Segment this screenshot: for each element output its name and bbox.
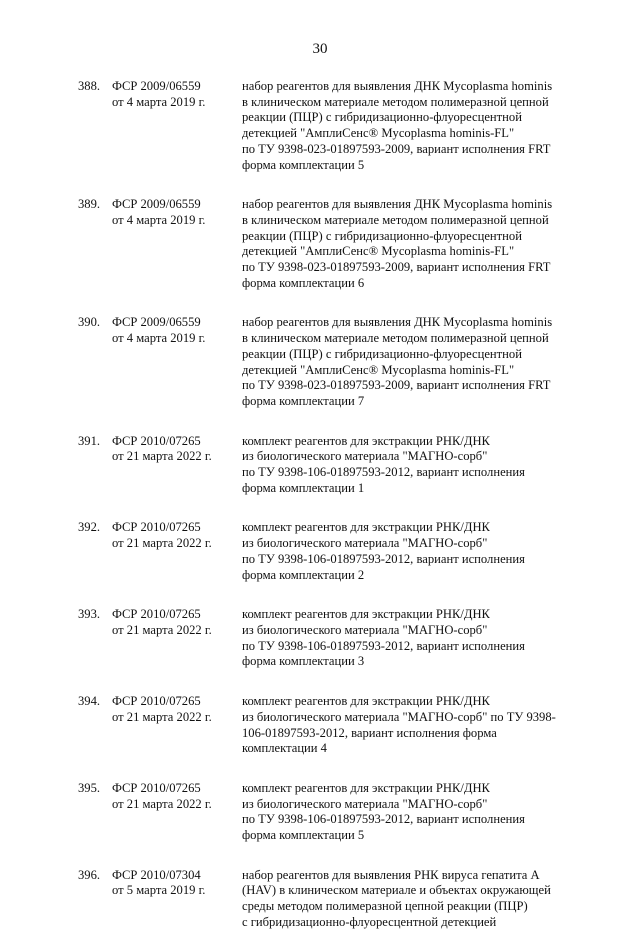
description-line: из биологического материала "МАГНО-сорб" [242, 796, 488, 811]
description-line: среды методом полимеразной цепной реакции (ПЦР) [242, 899, 528, 914]
list-item [0, 781, 640, 844]
description-line: комплект реагентов для экстракции РНК/ДНК [242, 433, 490, 448]
registration-info [112, 781, 212, 812]
description-line: 106-01897593-2012, вариант исполнения форма [242, 725, 497, 740]
entry-description [242, 520, 572, 583]
registration-date: от 5 марта 2019 г. [112, 883, 206, 898]
registration-info [112, 607, 212, 638]
description-line: набор реагентов для выявления ДНК Mycoplasma hominis [242, 79, 553, 93]
description-line: комплект реагентов для экстракции РНК/ДНК [242, 520, 490, 535]
entry-number: 391. [78, 433, 101, 448]
entry-description [242, 868, 572, 931]
description-line: форма комплектации 1 [242, 480, 365, 495]
registration-info [112, 434, 212, 465]
entry-description [242, 694, 572, 757]
registration-number: ФСР 2009/06559 [112, 315, 201, 330]
list-item [0, 520, 640, 583]
registration-number: ФСР 2009/06559 [112, 79, 201, 93]
registration-info [112, 315, 205, 346]
description-line: реакции (ПЦР) с гибридизационно-флуоресцентной [242, 110, 522, 125]
description-line: реакции (ПЦР) с гибридизационно-флуоресцентной [242, 346, 522, 361]
description-line: форма комплектации 6 [242, 275, 365, 290]
description-line: комплект реагентов для экстракции РНК/ДНК [242, 607, 490, 622]
entry-number: 394. [78, 694, 101, 709]
description-line: по ТУ 9398-106-01897593-2012, вариант исполнения [242, 551, 525, 566]
description-line: по ТУ 9398-106-01897593-2012, вариант исполнения [242, 465, 525, 480]
registration-info [112, 868, 205, 899]
registration-date: от 4 марта 2019 г. [112, 212, 206, 227]
entry-number: 393. [78, 607, 101, 622]
description-line: детекцией "АмплиСенс® Mycoplasma hominis-FL" [242, 126, 515, 141]
entry-description [242, 315, 572, 409]
entry-description [242, 781, 572, 844]
list-item [0, 197, 640, 291]
list-item [0, 607, 640, 670]
description-line: по ТУ 9398-106-01897593-2012, вариант исполнения [242, 638, 525, 653]
registration-info [112, 79, 205, 110]
description-line: форма комплектации 5 [242, 157, 365, 172]
entry-number: 390. [78, 315, 101, 330]
registration-number: ФСР 2010/07265 [112, 694, 201, 709]
registration-info [112, 694, 212, 725]
description-line: форма комплектации 7 [242, 393, 365, 408]
description-line: форма комплектации 3 [242, 654, 365, 669]
list-item [0, 694, 640, 757]
registration-date: от 4 марта 2019 г. [112, 331, 206, 346]
entry-number: 395. [78, 780, 101, 795]
registry-list [0, 79, 640, 931]
registration-info [112, 197, 205, 228]
list-item [0, 434, 640, 497]
registration-number: ФСР 2010/07265 [112, 520, 201, 535]
description-line: в клиническом материале методом полимеразной цепной [242, 331, 549, 346]
registration-number: ФСР 2010/07304 [112, 867, 201, 882]
description-line: форма комплектации 2 [242, 567, 365, 582]
description-line: в клиническом материале методом полимеразной цепной [242, 212, 549, 227]
list-item [0, 868, 640, 931]
registration-number: ФСР 2010/07265 [112, 780, 201, 795]
entry-number: 389. [78, 197, 101, 212]
entry-description [242, 434, 572, 497]
description-line: комплект реагентов для экстракции РНК/ДНК [242, 694, 490, 709]
description-line: в клиническом материале методом полимеразной цепной [242, 94, 549, 109]
page-number: 30 [312, 41, 328, 57]
registration-number: ФСР 2009/06559 [112, 197, 201, 212]
registration-date: от 21 марта 2022 г. [112, 622, 212, 637]
description-line: из биологического материала "МАГНО-сорб" [242, 622, 488, 637]
description-line: по ТУ 9398-023-01897593-2009, вариант исполнения FRT [242, 141, 551, 156]
description-line: с гибридизационно-флуоресцентной детекцией [242, 914, 497, 929]
description-line: набор реагентов для выявления ДНК Mycoplasma hominis [242, 197, 553, 212]
registration-number: ФСР 2010/07265 [112, 433, 201, 448]
registration-date: от 21 марта 2022 г. [112, 449, 212, 464]
description-line: детекцией "АмплиСенс® Mycoplasma hominis-FL" [242, 244, 515, 259]
entry-description [242, 607, 572, 670]
description-line: из биологического материала "МАГНО-сорб" по ТУ 9398- [242, 709, 556, 724]
description-line: по ТУ 9398-023-01897593-2009, вариант исполнения FRT [242, 260, 551, 275]
list-item [0, 315, 640, 409]
description-line: комплектации 4 [242, 741, 327, 756]
description-line: из биологического материала "МАГНО-сорб" [242, 536, 488, 551]
description-line: из биологического материала "МАГНО-сорб" [242, 449, 488, 464]
description-line: детекцией "АмплиСенс® Mycoplasma hominis-FL" [242, 362, 515, 377]
list-item [0, 79, 640, 173]
description-line: по ТУ 9398-106-01897593-2012, вариант исполнения [242, 812, 525, 827]
description-line: по ТУ 9398-023-01897593-2009, вариант исполнения FRT [242, 378, 551, 393]
description-line: комплект реагентов для экстракции РНК/ДНК [242, 780, 490, 795]
entry-number: 396. [78, 867, 101, 882]
description-line: форма комплектации 5 [242, 828, 365, 843]
registration-info [112, 520, 212, 551]
registration-date: от 4 марта 2019 г. [112, 94, 206, 109]
description-line: (HAV) в клиническом материале и объектах окружающей [242, 883, 551, 898]
entry-number: 392. [78, 520, 101, 535]
description-line: реакции (ПЦР) с гибридизационно-флуоресцентной [242, 228, 522, 243]
description-line: набор реагентов для выявления ДНК Mycoplasma hominis [242, 315, 553, 330]
registration-number: ФСР 2010/07265 [112, 607, 201, 622]
registration-date: от 21 марта 2022 г. [112, 709, 212, 724]
entry-description [242, 197, 572, 291]
registration-date: от 21 марта 2022 г. [112, 536, 212, 551]
entry-description [242, 79, 572, 173]
registration-date: от 21 марта 2022 г. [112, 796, 212, 811]
entry-number: 388. [78, 79, 101, 93]
description-line: набор реагентов для выявления РНК вируса гепатита A [242, 867, 540, 882]
